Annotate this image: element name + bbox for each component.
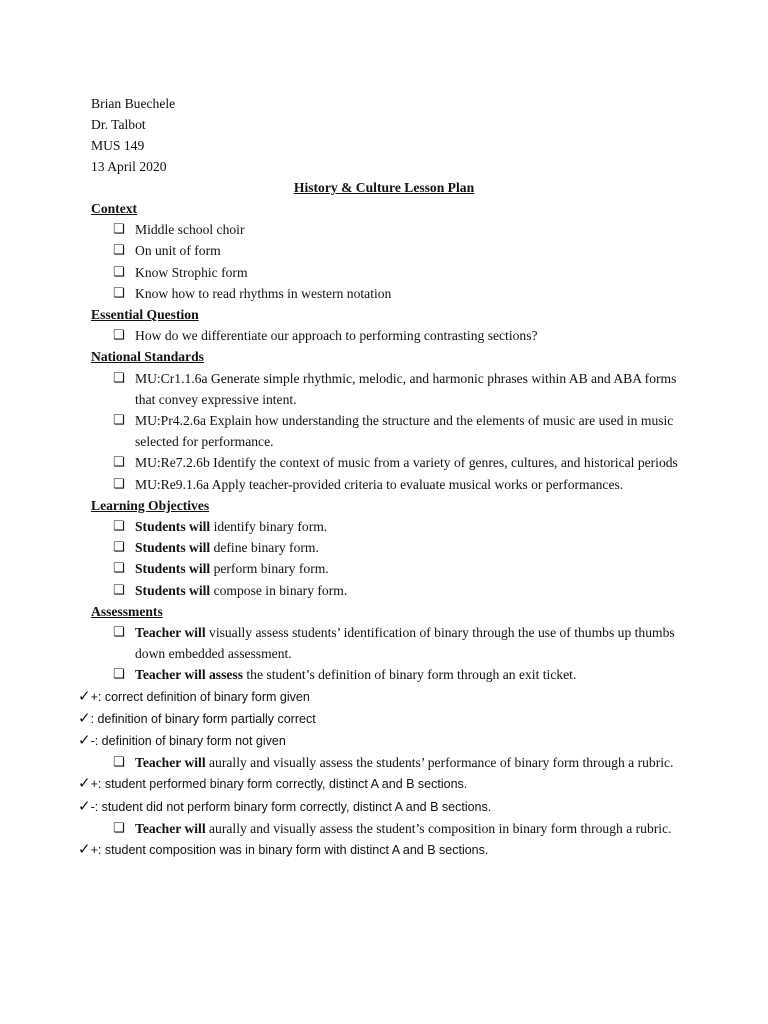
- learning-objectives-heading: Learning Objectives: [91, 497, 210, 513]
- checkmark-icon: ✓: [78, 686, 91, 705]
- context-item: ❏ Know Strophic form: [91, 262, 691, 283]
- rubric-criterion: ✓-: student did not perform binary form correctly, distinct A and B sections.: [78, 796, 492, 815]
- box-bullet-icon: ❏: [113, 264, 125, 280]
- box-bullet-icon: ❏: [113, 413, 125, 429]
- rubric-criterion: ✓: definition of binary form partially correct: [78, 708, 316, 727]
- assessments-heading: Assessments: [91, 603, 163, 619]
- context-item: ❏ Middle school choir: [91, 219, 691, 240]
- context-item: ❏ Know how to read rhythms in western notation: [91, 283, 691, 304]
- national-standards-heading: National Standards: [91, 349, 204, 365]
- objective-item: ❏ Students will perform binary form.: [91, 558, 691, 579]
- assessment-item: ❏ Teacher will aurally and visually assess the student’s composition in binary form through a rubric.: [91, 818, 691, 839]
- bold-box-bullet-icon: ❏: [113, 582, 125, 598]
- checkmark-icon: ✓: [78, 796, 91, 815]
- bold-box-bullet-icon: ❏: [113, 667, 125, 683]
- context-heading: Context: [91, 201, 138, 216]
- bold-box-bullet-icon: ❏: [113, 561, 125, 577]
- document-header: [91, 93, 175, 177]
- checkmark-icon: ✓: [78, 840, 91, 859]
- bold-box-bullet-icon: ❏: [113, 755, 125, 771]
- bold-box-bullet-icon: ❏: [113, 820, 125, 836]
- box-bullet-icon: ❏: [113, 243, 125, 259]
- checkmark-icon: ✓: [78, 731, 91, 750]
- standard-item: ❏ MU:Re9.1.6a Apply teacher-provided criteria to evaluate musical works or performances.: [91, 474, 691, 495]
- box-bullet-icon: ❏: [113, 476, 125, 492]
- box-bullet-icon: ❏: [113, 455, 125, 471]
- standard-item: ❏ MU:Re7.2.6b Identify the context of music from a variety of genres, cultures, and historical periods: [91, 452, 691, 473]
- assessment-item: ❏ Teacher will assess the student’s definition of binary form through an exit ticket.: [91, 664, 691, 685]
- rubric-criterion: ✓-: definition of binary form not given: [78, 731, 286, 750]
- bold-box-bullet-icon: ❏: [113, 519, 125, 535]
- essential-question-item: ❏ How do we differentiate our approach to performing contrasting sections?: [91, 325, 691, 346]
- assessment-item: ❏ Teacher will aurally and visually assess the students’ performance of binary form through a rubric.: [91, 752, 691, 773]
- bold-box-bullet-icon: ❏: [113, 540, 125, 556]
- document-body: [78, 198, 691, 861]
- assessment-item: ❏ Teacher will visually assess students’ identification of binary through the use of thumbs up thumbs down embedded assessment.: [91, 622, 691, 664]
- rubric-criterion: ✓+: correct definition of binary form given: [78, 686, 310, 705]
- standard-item: ❏ MU:Cr1.1.6a Generate simple rhythmic, melodic, and harmonic phrases within AB and ABA forms that convey expressive intent.: [91, 368, 691, 410]
- standard-item: ❏ MU:Pr4.2.6a Explain how understanding the structure and the elements of music are used in music selected for performance.: [91, 410, 691, 452]
- essential-question-heading: Essential Question: [91, 307, 199, 323]
- box-bullet-icon: ❏: [113, 285, 125, 301]
- box-bullet-icon: ❏: [113, 370, 125, 386]
- course-code: MUS 149: [91, 138, 145, 153]
- context-item: ❏ On unit of form: [91, 240, 691, 261]
- rubric-criterion: ✓+: student performed binary form correctly, distinct A and B sections.: [78, 774, 468, 793]
- rubric-criterion: ✓+: student composition was in binary form with distinct A and B sections.: [78, 840, 489, 859]
- author-name: Brian Buechele: [91, 96, 176, 111]
- objective-item: ❏ Students will define binary form.: [91, 537, 691, 558]
- objective-item: ❏ Students will identify binary form.: [91, 516, 691, 537]
- document-date: 13 April 2020: [91, 159, 167, 174]
- box-bullet-icon: ❏: [113, 222, 125, 238]
- checkmark-icon: ✓: [78, 708, 91, 727]
- page-title: History & Culture Lesson Plan: [293, 180, 475, 195]
- objective-item: ❏ Students will compose in binary form.: [91, 580, 691, 601]
- bold-box-bullet-icon: ❏: [113, 625, 125, 641]
- instructor-name: Dr. Talbot: [91, 117, 146, 132]
- checkmark-icon: ✓: [78, 774, 91, 793]
- box-bullet-icon: ❏: [113, 328, 125, 344]
